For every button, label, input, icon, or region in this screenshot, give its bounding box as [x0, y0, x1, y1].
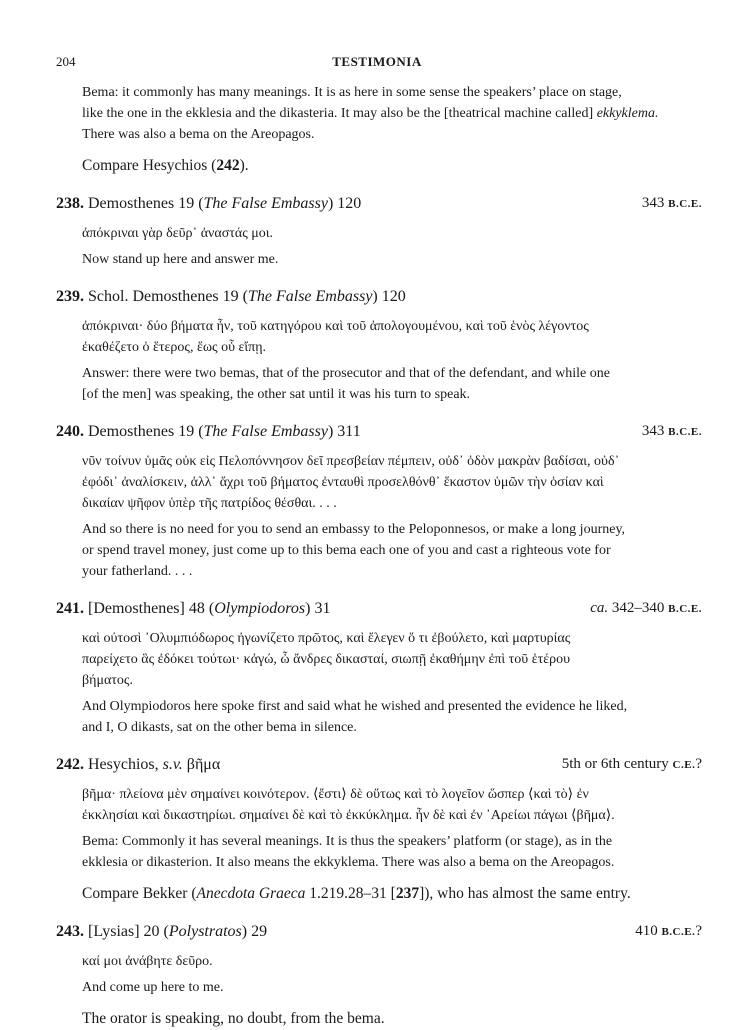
date-era: B.C.E. [661, 926, 696, 938]
intro-block [56, 82, 702, 177]
translation-line: Answer: there were two bemas, that of the prosecutor and that of the defendant, and while one [82, 366, 610, 381]
intro-line-2-italic: ekkyklema. [596, 106, 659, 121]
entry-loc: ) 31 [305, 600, 331, 617]
entry-heading [56, 923, 702, 945]
translation-line: or spend travel money, just come up to this bema each one of you and cast a righteous vote for [82, 543, 611, 558]
compare-suffix: ). [239, 157, 249, 174]
entry-heading [56, 423, 702, 445]
translation-text [56, 363, 702, 405]
entry-number: 240. [56, 423, 84, 440]
greek-line: ἀπόκριναι· δύο βήματα ἦν, τοῦ κατηγόρου καὶ τοῦ ἀπολογουμένου, καὶ τοῦ ἑνὸς λέγοντος [82, 319, 589, 334]
greek-text [56, 951, 702, 972]
greek-line: ἀπόκριναι γὰρ δεῦρ᾿ ἀναστάς μοι. [82, 226, 274, 241]
greek-line: ἐκαθέζετο ὁ ἕτερος, ἕως οὗ εἴπῃ. [82, 340, 267, 355]
greek-line: ἐφόδι᾿ ἀναλίσκειν, ἀλλ᾿ ἄχρι τοῦ βήματος ἐνταυθὶ προσελθόνθ᾿ ἕκαστον ὑμῶν τὴν ὁσίαν καὶ [82, 475, 604, 490]
entry-238 [56, 195, 702, 270]
greek-text [56, 316, 702, 358]
intro-line-2-text: like the one in the ekklesia and the dikasteria. It may also be the [theatrical machine called] [82, 106, 594, 121]
greek-line: βῆμα· πλείονα μὲν σημαίνει κοινότερον. ⟨ἔστι⟩ δὲ οὕτως καὶ τὸ λογεῖον ὥσπερ ⟨καὶ τὸ⟩ ἐν [82, 787, 589, 802]
entry-number: 242. [56, 756, 84, 773]
entry-243 [56, 923, 702, 1030]
greek-line: ἐκκλησίαι καὶ δικαστηρίωι. σημαίνει δὲ καὶ τὸ ἐκκύκλημα. ἦν δὲ καὶ ἐν ᾿Αρείωι πάγωι ⟨βῆμα⟩. [82, 808, 615, 823]
compare-ref: 242 [216, 157, 240, 174]
entry-work: s.v. [162, 756, 183, 773]
entry-work: Olympiodoros [214, 600, 306, 617]
running-title: TESTIMONIA [332, 54, 422, 69]
greek-line: καὶ ούτοσὶ ᾿Ολυμπιόδωρος ἠγωνίζετο πρῶτος, καὶ ἔλεγεν ὅ τι ἐβούλετο, καὶ μαρτυρίας [82, 631, 571, 646]
intro-line-1: Bema: it commonly has many meanings. It is as here in some sense the speakers’ place on stage, [82, 85, 622, 100]
translation-text [56, 249, 702, 270]
entry-heading [56, 756, 702, 778]
entry-242 [56, 756, 702, 905]
entry-loc: ) 311 [327, 423, 361, 440]
translation-text [56, 977, 702, 1030]
entry-number: 238. [56, 195, 84, 212]
date-prefix: 343 [641, 423, 669, 439]
greek-line: βήματος. [82, 673, 133, 688]
intro-line-2 [82, 103, 702, 124]
entry-author: Schol. Demosthenes 19 ( [88, 288, 248, 305]
translation-line: ekklesia or dikasterion. It also means the ekkyklema. There was also a bema on the Areopagos. [82, 855, 615, 870]
date-era: B.C.E. [668, 198, 702, 210]
date-circa: ca. [590, 600, 609, 616]
entry-work: Polystratos [168, 923, 242, 940]
translation-line: Bema: Commonly it has several meanings. It is thus the speakers’ platform (or stage), as in the [82, 834, 613, 849]
page-body [56, 82, 702, 1030]
entry-heading [56, 600, 702, 622]
date-era: B.C.E. [668, 426, 702, 438]
date-prefix: 410 [635, 923, 662, 939]
date-era: C.E. [672, 759, 696, 771]
entry-author: [Lysias] 20 ( [88, 923, 169, 940]
translation-text [56, 831, 702, 905]
compare-ref: 237 [395, 885, 420, 902]
date-suffix: ? [695, 923, 702, 939]
commentary-note: The orator is speaking, no doubt, from the bema. [82, 1010, 385, 1027]
compare-mid: 1.219.28–31 [ [305, 885, 396, 902]
translation-line: your fatherland. . . . [82, 564, 193, 579]
entry-heading [56, 195, 702, 217]
entry-author: Demosthenes 19 ( [88, 195, 204, 212]
compare-prefix: Compare Bekker ( [82, 885, 197, 902]
translation-text [56, 696, 702, 738]
entry-work: The False Embassy [203, 423, 328, 440]
entry-date [642, 423, 702, 440]
greek-line: νῦν τοίνυν ὑμᾶς οὐκ εἰς Πελοπόννησον δεῖ πρεσβείαν πέμπειν, οὐδ᾿ ὁδὸν μακρὰν βαδίσαι, οὐδ᾿ [82, 454, 620, 469]
intro-compare [82, 155, 702, 177]
greek-text [56, 784, 702, 826]
date-suffix: ? [695, 756, 702, 772]
entry-240 [56, 423, 702, 582]
entry-date [642, 195, 702, 212]
entry-date [590, 600, 702, 617]
greek-text [56, 223, 702, 244]
translation-line: Now stand up here and answer me. [82, 252, 279, 267]
greek-line: δικαίαν ψῆφον ὑπὲρ τῆς πατρίδος θέσθαι. . . . [82, 496, 337, 511]
entry-work: The False Embassy [203, 195, 328, 212]
translation-line: And so there is no need for you to send an embassy to the Peloponnesos, or make a long journey, [82, 522, 626, 537]
entry-241 [56, 600, 702, 738]
date-prefix: 5th or 6th century [561, 756, 673, 772]
compare-prefix: Compare Hesychios ( [82, 157, 217, 174]
intro-line-3: There was also a bema on the Areopagos. [82, 127, 315, 142]
entry-author: Demosthenes 19 ( [88, 423, 204, 440]
entry-loc: ) 120 [327, 195, 362, 212]
translation-line: And come up here to me. [82, 980, 224, 995]
running-header [0, 54, 754, 72]
entry-loc: ) 29 [241, 923, 268, 940]
translation-line: and I, O dikasts, sat on the other bema in silence. [82, 720, 357, 735]
greek-line: παρείχετο ἃς ἐδόκει τούτωι· κἀγώ, ὦ ἄνδρες δικασταί, σιωπῇ ἐκαθήμην ἐπὶ τοῦ ἑτέρου [82, 652, 571, 667]
translation-line: [of the men] was speaking, the other sat until it was his turn to speak. [82, 387, 471, 402]
entry-author: [Demosthenes] 48 ( [88, 600, 215, 617]
date-prefix: 343 [641, 195, 669, 211]
compare-suffix: ]), who has almost the same entry. [419, 885, 631, 902]
entry-date [635, 923, 702, 940]
greek-text [56, 451, 702, 514]
entry-loc: βῆμα [182, 756, 221, 773]
greek-line: καί μοι ἀνάβητε δεῦρο. [82, 954, 213, 969]
entry-work: The False Embassy [247, 288, 373, 305]
compare-note [82, 883, 702, 905]
entry-date [562, 756, 702, 773]
page-number: 204 [56, 54, 76, 69]
entry-number: 243. [56, 923, 84, 940]
compare-work: Anecdota Graeca [196, 885, 306, 902]
entry-number: 241. [56, 600, 84, 617]
entry-heading [56, 288, 702, 310]
translation-line: And Olympiodoros here spoke first and said what he wished and presented the evidence he liked, [82, 699, 628, 714]
entry-number: 239. [56, 288, 84, 305]
entry-239 [56, 288, 702, 405]
date-era: B.C.E. [668, 603, 702, 615]
entry-loc: ) 120 [372, 288, 406, 305]
entry-author: Hesychios, [88, 756, 163, 773]
greek-text [56, 628, 702, 691]
translation-text [56, 519, 702, 582]
date-prefix: 342–340 [608, 600, 669, 616]
